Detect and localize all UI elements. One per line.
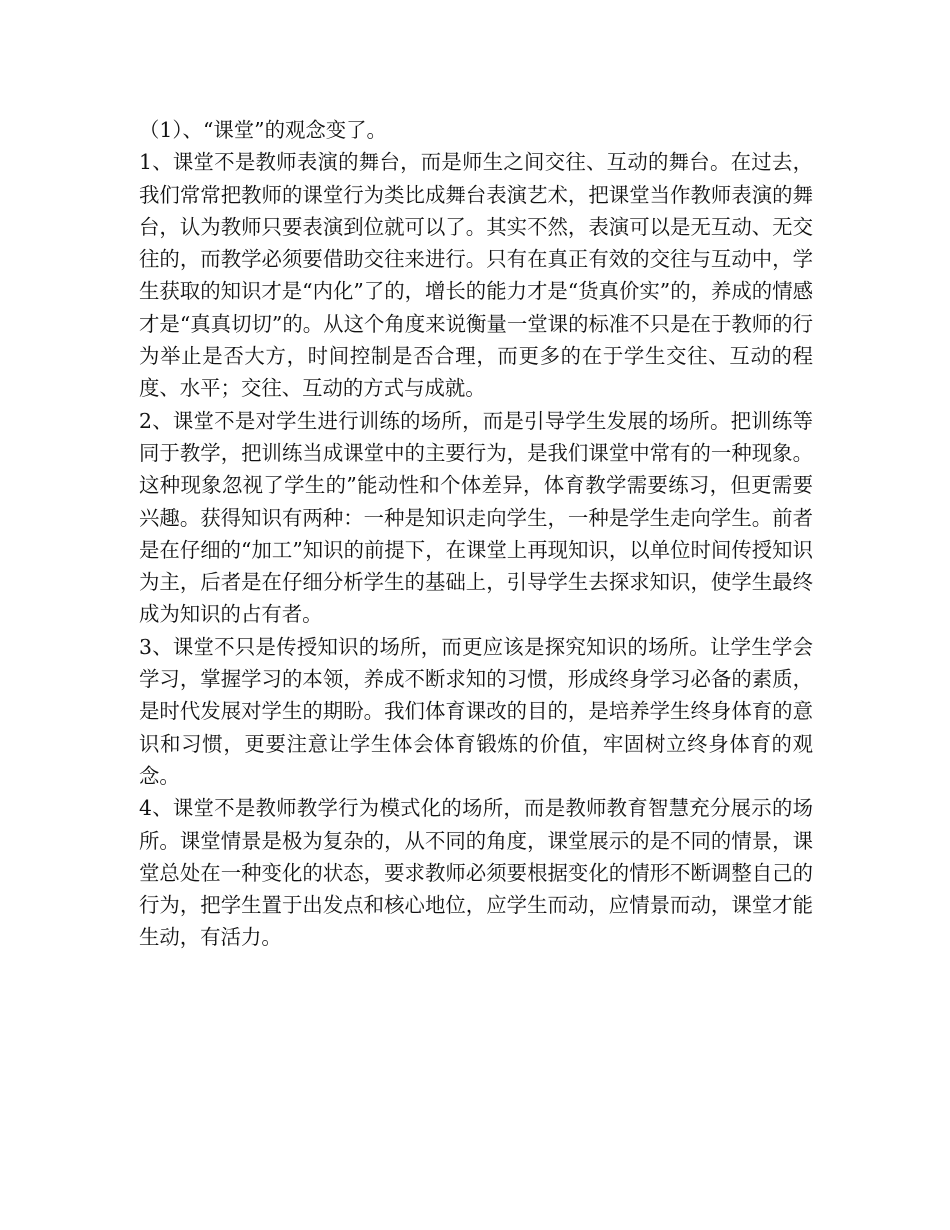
- paragraph-2: 2、课堂不是对学生进行训练的场所，而是引导学生发展的场所。把训练等同于教学，把训练当成课堂中的主要行为，是我们课堂中常有的一种现象。这种现象忽视了学生的”能动性和个体差异，体育教学需要练习，但更需要兴趣。获得知识有两种：一种是知识走向学生，一种是学生走向学生。前者是在仔细的“加工”知识的前提下，在课堂上再现知识，以单位时间传授知识为主，后者是在仔细分析学生的基础上，引导学生去探求知识，使学生最终成为知识的占有者。: [139, 408, 813, 627]
- document-body: [139, 114, 813, 954]
- paragraph-1: 1、课堂不是教师表演的舞台，而是师生之间交往、互动的舞台。在过去，我们常常把教师的课堂行为类比成舞台表演艺术，把课堂当作教师表演的舞台，认为教师只要表演到位就可以了。其实不然，表演可以是无互动、无交往的，而教学必须要借助交往来进行。只有在真正有效的交往与互动中，学生获取的知识才是“内化”了的，增长的能力才是“货真价实”的，养成的情感才是“真真切切”的。从这个角度来说衡量一堂课的标准不只是在于教师的行为举止是否大方，时间控制是否合理，而更多的在于学生交往、互动的程度、水平；交往、互动的方式与成就。: [139, 150, 813, 401]
- section-heading: （1）、“课堂”的观念变了。: [139, 118, 387, 142]
- paragraph-4: 4、课堂不是教师教学行为模式化的场所，而是教师教育智慧充分展示的场所。课堂情景是极为复杂的，从不同的角度，课堂展示的是不同的情景，课堂总处在一种变化的状态，要求教师必须要根据变化的情形不断调整自己的行为，把学生置于出发点和核心地位，应学生而动，应情景而动，课堂才能生动，有活力。: [139, 796, 813, 950]
- paragraph-3: 3、课堂不只是传授知识的场所，而更应该是探究知识的场所。让学生学会学习，掌握学习的本领，养成不断求知的习惯，形成终身学习必备的素质，是时代发展对学生的期盼。我们体育课改的目的，是培养学生终身体育的意识和习惯，更要注意让学生体会体育锻炼的价值，牢固树立终身体育的观念。: [139, 634, 813, 788]
